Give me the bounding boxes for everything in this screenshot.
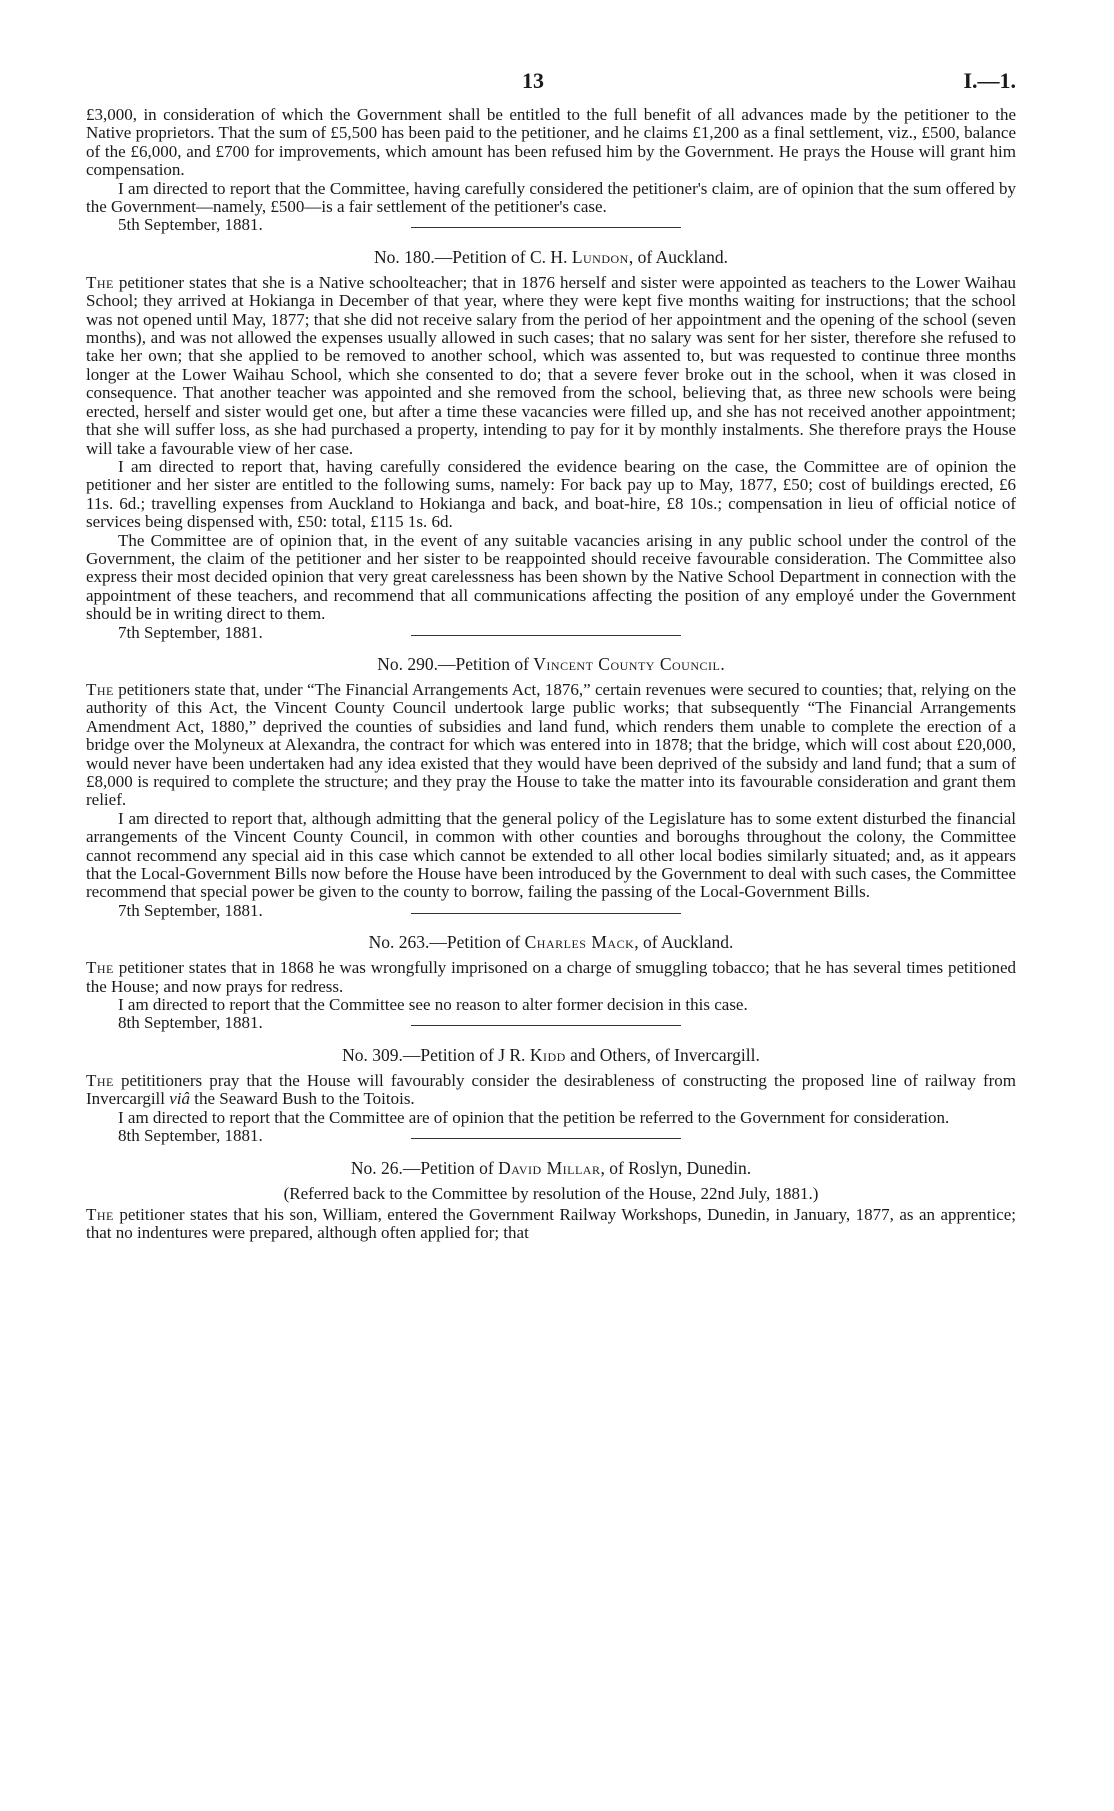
- committee-report: I am directed to report that the Committee are of opinion that the petition be referred to the Government for consideration.: [118, 1107, 950, 1127]
- petition-continuation: [86, 106, 1016, 235]
- petition-statement: The petitioner states that she is a Native schoolteacher; that in 1876 herself and sister were appointed as teachers to the Lower Waihau School; they arrived at Hokianga in December of that year, where they were kept five months waiting for instructions; that the school was not opened until May, 1877; that she did not receive salary from the period of her appointment and the opening of the school (seven months), and was not allowed the expenses usually allowed in such cases; that no salary was sent for her sister, therefore she refused to take her own; that she applied to be removed to another school, which was assented to, but was requested to continue three months longer at the Lower Waihau School, which she consented to do; that a severe fever broke out in the school, when it was closed in consequence. That another teacher was appointed and she removed from the school, believing that, as three new schools were being erected, herself and sister would get one, but after a time these vacancies were filled up, and she has not received another appointment; that she will suffer loss, as she had purchased a property, intending to pay for it by monthly instalments. She therefore prays the House will take a favourable view of her case.: [86, 272, 1016, 458]
- petitioner-name: Lundon: [571, 246, 629, 267]
- petition-statement: The petititioners pray that the House will favourably consider the desirableness of constructing the proposed line of railway from Invercargill viâ the Seaward Bush to the Toitois.: [86, 1070, 1016, 1109]
- section-divider: [411, 635, 681, 636]
- section-divider: [411, 227, 681, 228]
- report-date: 7th September, 1881.: [86, 624, 1016, 642]
- petition-subtitle: (Referred back to the Committee by resolution of the House, 22nd July, 1881.): [283, 1183, 819, 1203]
- petition-180: [86, 247, 1016, 642]
- report-date: 5th September, 1881.: [86, 216, 1016, 234]
- page-number: 13: [522, 68, 544, 93]
- committee-report: I am directed to report that, having carefully considered the evidence bearing on the case, the Committee are of opinion the petitioner and her sister are entitled to the following sums, namely: For back pay up to May, 1877, £50; cost of buildings erected, £6 11s. 6d.; travelling expenses from Auckland to Hokianga and back, and boat-hire, £8 10s.; compensation in lieu of official notice of services being dispensed with, £50: total, £115 1s. 6d.: [86, 456, 1016, 532]
- report-date: 7th September, 1881.: [86, 902, 1016, 920]
- petitioner-name: Vincent County Council: [533, 653, 721, 674]
- committee-opinion: The Committee are of opinion that, in the event of any suitable vacancies arising in any public school under the control of the Government, the claim of the petitioner and her sister to be reappointed should receive favourable consideration. The Committee also express their most decided opinion that very great carelessness has been shown by the Native School Department in connection with the appointment of these teachers, and recommend that all communications affecting the position of any employé under the Government should be in writing direct to them.: [86, 530, 1016, 624]
- petition-title: No. 309.—Petition of J R. Kidd and Others, of Invercargill.: [342, 1044, 760, 1065]
- petition-statement: The petitioner states that his son, William, entered the Government Railway Workshops, Dunedin, in January, 1877, as an apprentice; that no indentures were prepared, although often applied for; that: [86, 1204, 1016, 1242]
- petitioner-name: Charles Mack: [524, 932, 635, 953]
- report-date: 8th September, 1881.: [86, 1127, 1016, 1145]
- committee-report: I am directed to report that, although admitting that the general policy of the Legislature has to some extent disturbed the financial arrangements of the Vincent County Council, in common with other counties and boroughs throughout the colony, the Committee cannot recommend any special aid in this case which cannot be extended to all other local bodies similarly situated; and, as it appears that the Local-Government Bills now before the House have been introduced by the Government to deal with such cases, the Committee recommend that special power be given to the county to borrow, failing the passing of the Local-Government Bills.: [86, 808, 1016, 902]
- petition-statement: The petitioners state that, under “The Financial Arrangements Act, 1876,” certain revenues were secured to counties; that, relying on the authority of this Act, the Vincent County Council undertook large public works; that subsequently “The Financial Arrangements Amendment Act, 1880,” deprived the counties of subsidies and land fund, which renders them unable to complete the erection of a bridge over the Molyneux at Alexandra, the contract for which was entered into in 1878; that the bridge, which will cost about £20,000, would never have been undertaken had any idea existed that they would have been deprived of the subsidy and land fund; that a sum of £8,000 is required to complete the structure; and they pray the House to take the matter into its favourable consideration and grant them relief.: [86, 679, 1016, 810]
- petition-title: No. 263.—Petition of Charles Mack, of Auckland.: [368, 932, 734, 953]
- section-divider: [411, 1025, 681, 1026]
- section-divider: [411, 1138, 681, 1139]
- petition-26: [86, 1158, 1016, 1243]
- petitioner-name: David Millar: [498, 1157, 601, 1178]
- petition-title: No. 180.—Petition of C. H. Lundon, of Auckland.: [373, 246, 729, 267]
- document-reference: I.—1.: [963, 68, 1016, 93]
- petition-309: [86, 1045, 1016, 1146]
- petition-263: [86, 932, 1016, 1033]
- page-header: [86, 68, 1016, 106]
- paragraph: £3,000, in consideration of which the Government shall be entitled to the full benefit of all advances made by the petitioner to the Native proprietors. That the sum of £5,500 has been paid to the petitioner, and he claims £1,200 as a final settlement, viz., £500, balance of the £6,000, and £700 for improvements, which amount has been refused him by the Government. He prays the House will grant him compensation.: [86, 105, 1016, 180]
- section-divider: [411, 913, 681, 914]
- document-page: [86, 68, 1016, 1242]
- petition-statement: The petitioner states that in 1868 he was wrongfully imprisoned on a charge of smuggling tobacco; that he has several times petitioned the House; and now prays for redress.: [86, 958, 1016, 996]
- committee-report: I am directed to report that the Committee see no reason to alter former decision in this case.: [118, 995, 748, 1015]
- petition-title: No. 290.—Petition of Vincent County Council.: [377, 653, 725, 674]
- petition-title: No. 26.—Petition of David Millar, of Roslyn, Dunedin.: [350, 1157, 752, 1178]
- petitioner-name: Kidd: [529, 1044, 566, 1065]
- report-date: 8th September, 1881.: [86, 1014, 1016, 1032]
- petition-290: [86, 654, 1016, 920]
- committee-report: I am directed to report that the Committee, having carefully considered the petitioner's claim, are of opinion that the sum offered by the Government—namely, £500—is a fair settlement of the petitioner's case.: [86, 178, 1016, 217]
